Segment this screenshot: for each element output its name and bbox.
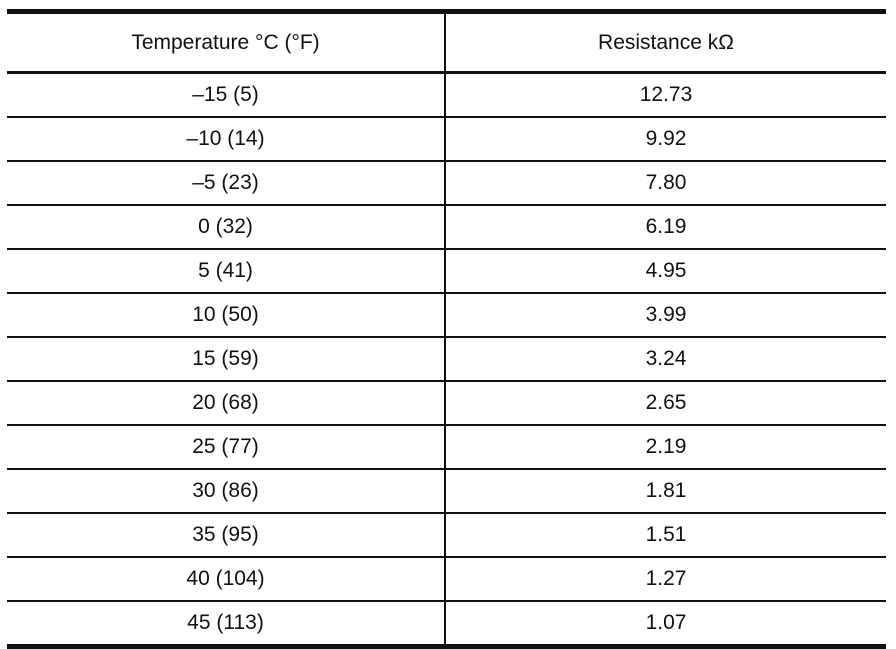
table-row: [7, 161, 886, 205]
resistance-cell: 7.80: [445, 161, 886, 205]
resistance-cell: 1.07: [445, 601, 886, 647]
table-row: [7, 601, 886, 647]
table-row: [7, 557, 886, 601]
temperature-cell: 40 (104): [7, 557, 445, 601]
resistance-cell: 3.99: [445, 293, 886, 337]
temperature-cell: 15 (59): [7, 337, 445, 381]
resistance-cell: 12.73: [445, 73, 886, 118]
table-row: [7, 117, 886, 161]
table-row: [7, 293, 886, 337]
resistance-cell: 3.24: [445, 337, 886, 381]
resistance-table-container: [7, 9, 886, 634]
temperature-cell: 5 (41): [7, 249, 445, 293]
temperature-cell: –5 (23): [7, 161, 445, 205]
header-resistance: Resistance kΩ: [445, 12, 886, 73]
temperature-cell: 45 (113): [7, 601, 445, 647]
temperature-cell: 30 (86): [7, 469, 445, 513]
table-row: [7, 73, 886, 118]
header-row: [7, 12, 886, 73]
resistance-cell: 2.19: [445, 425, 886, 469]
temperature-cell: 20 (68): [7, 381, 445, 425]
resistance-cell: 2.65: [445, 381, 886, 425]
temperature-cell: –15 (5): [7, 73, 445, 118]
resistance-cell: 1.51: [445, 513, 886, 557]
table-row: [7, 337, 886, 381]
table-row: [7, 381, 886, 425]
table-row: [7, 249, 886, 293]
temperature-cell: 35 (95): [7, 513, 445, 557]
table-row: [7, 205, 886, 249]
temperature-cell: 0 (32): [7, 205, 445, 249]
temperature-cell: –10 (14): [7, 117, 445, 161]
temperature-cell: 10 (50): [7, 293, 445, 337]
table-row: [7, 513, 886, 557]
resistance-cell: 6.19: [445, 205, 886, 249]
header-temperature: Temperature °C (°F): [7, 12, 445, 73]
resistance-cell: 1.81: [445, 469, 886, 513]
table-row: [7, 469, 886, 513]
resistance-cell: 4.95: [445, 249, 886, 293]
resistance-cell: 1.27: [445, 557, 886, 601]
temperature-resistance-table: [7, 9, 886, 649]
resistance-cell: 9.92: [445, 117, 886, 161]
temperature-cell: 25 (77): [7, 425, 445, 469]
table-row: [7, 425, 886, 469]
